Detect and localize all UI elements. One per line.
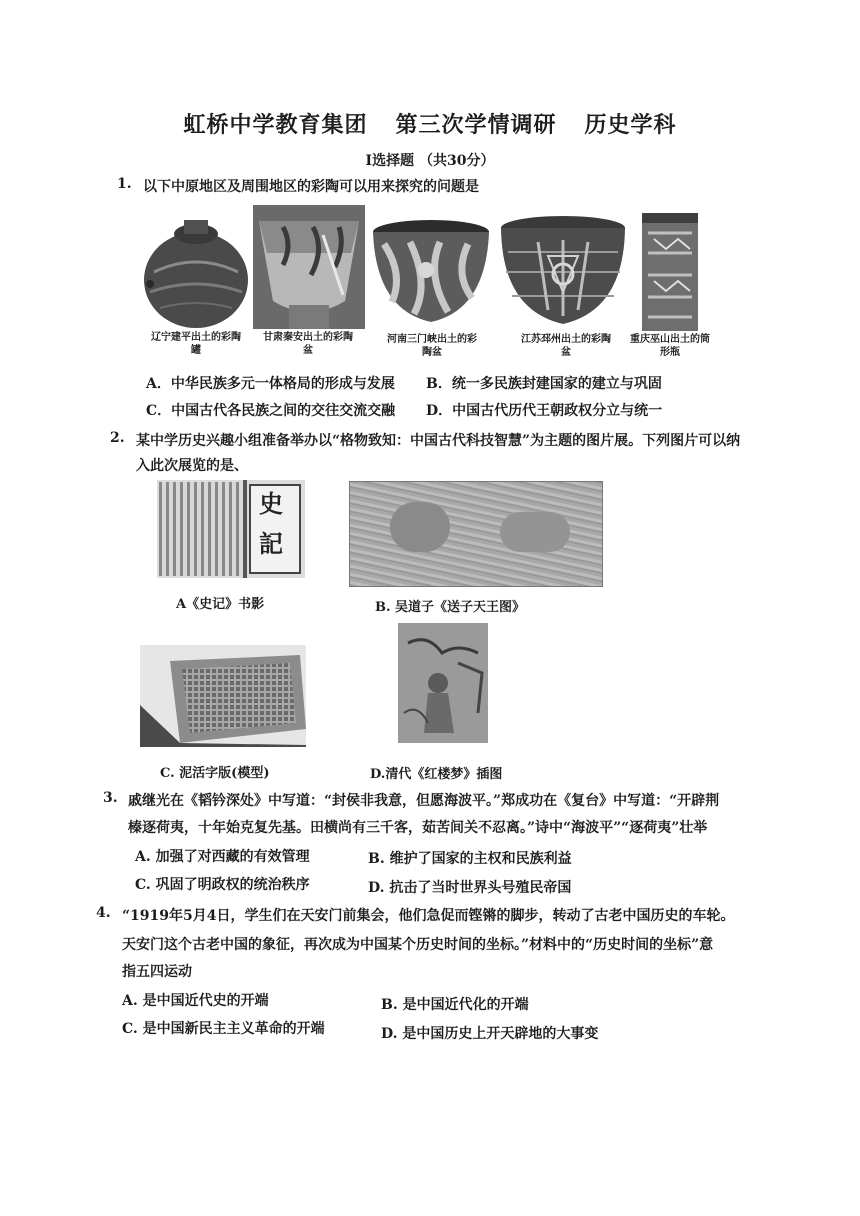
q2-stem-line1: 某中学历史兴趣小组准备举办以“格物致知：中国古代科技智慧”为主题的图片展。下列图片可以纳: [136, 433, 741, 449]
pottery-vase-chongqing-image: [630, 209, 708, 335]
shiji-book-image: [157, 480, 305, 578]
q1-option-a[interactable]: A．中华民族多元一体格局的形成与发展: [146, 376, 395, 392]
q4-stem-line1: “1919年5月4日，学生们在天安门前集会，他们急促而铿锵的脚步，转动了古老中国历史的车轮。: [122, 908, 735, 924]
pottery-basin-gansu-image: [253, 205, 365, 329]
section-heading: I选择题 （共30分）: [365, 153, 495, 169]
q3-option-d[interactable]: D. 抗击了当时世界头号殖民帝国: [368, 880, 572, 896]
q3-option-a[interactable]: A. 加强了对西藏的有效管理: [135, 849, 310, 865]
page-title: [0, 108, 860, 139]
school-name: 虹桥中学教育集团: [183, 112, 368, 138]
shiji-char-2: 記: [259, 529, 283, 558]
q2-number: 2.: [110, 430, 125, 446]
exam-name: 第三次学情调研: [395, 112, 557, 138]
q1-stem: 以下中原地区及周围地区的彩陶可以用来探究的问题是: [143, 179, 479, 195]
q1-number: 1.: [117, 176, 132, 192]
q4-number: 4.: [96, 905, 111, 921]
painting-scroll-image: [349, 481, 603, 587]
clay-type-model-image: [140, 645, 306, 747]
q3-option-b[interactable]: B. 维护了国家的主权和民族利益: [368, 851, 572, 867]
q4-option-c[interactable]: C. 是中国新民主主义革命的开端: [122, 1021, 325, 1037]
q3-stem-line2: 榛逐荷夷，十年始克复先基。田横尚有三千客，茹苦间关不忍离。”诗中“海波平”“逐荷夷”壮举: [128, 820, 708, 836]
q1-option-b[interactable]: B．统一多民族封建国家的建立与巩固: [426, 376, 662, 392]
q3-number: 3.: [103, 790, 118, 806]
hongloumeng-illustration-image: [398, 623, 488, 743]
q3-stem-line1: 戚继光在《韬钤深处》中写道：“封侯非我意，但愿海波平。”郑成功在《复台》中写道：“开辟荆: [128, 793, 720, 809]
shiji-char-1: 史: [259, 489, 283, 518]
q2-caption-a[interactable]: A《史记》书影: [176, 597, 265, 612]
pottery-caption-henan: 河南三门峡出土的彩陶盆: [387, 334, 477, 358]
q2-caption-d[interactable]: D.清代《红楼梦》插图: [370, 767, 503, 782]
q4-option-b[interactable]: B. 是中国近代化的开端: [381, 997, 529, 1013]
pottery-basin-jiangsu-image: [498, 212, 628, 328]
q4-option-a[interactable]: A. 是中国近代史的开端: [122, 993, 269, 1009]
q2-caption-b[interactable]: B. 吴道子《送子天王图》: [375, 600, 526, 615]
pottery-caption-jiangsu: 江苏邳州出土的彩陶盆: [521, 334, 611, 358]
q2-caption-c[interactable]: C. 泥活字版(模型): [160, 766, 270, 781]
pottery-caption-gansu: 甘肃秦安出土的彩陶盆: [263, 332, 353, 356]
q1-option-c[interactable]: C．中国古代各民族之间的交往交流交融: [146, 403, 396, 419]
q2-stem-line2: 入此次展览的是、: [136, 458, 248, 474]
pottery-basin-henan-image: [370, 214, 492, 326]
pottery-caption-liaoning: 辽宁建平出土的彩陶罐: [151, 332, 241, 356]
q4-stem-line3: 指五四运动: [122, 964, 192, 980]
pottery-caption-chongqing: 重庆巫山出土的筒形瓶: [630, 334, 710, 358]
q3-option-c[interactable]: C. 巩固了明政权的统治秩序: [135, 877, 310, 893]
q4-stem-line2: 天安门这个古老中国的象征，再次成为中国某个历史时间的坐标。”材料中的“历史时间的坐标”意: [122, 937, 714, 953]
pottery-jar-image: [140, 212, 252, 330]
q4-option-d[interactable]: D. 是中国历史上开天辟地的大事变: [381, 1026, 599, 1042]
subject-name: 历史学科: [584, 112, 677, 138]
q1-option-d[interactable]: D．中国古代历代王朝政权分立与统一: [426, 403, 663, 419]
